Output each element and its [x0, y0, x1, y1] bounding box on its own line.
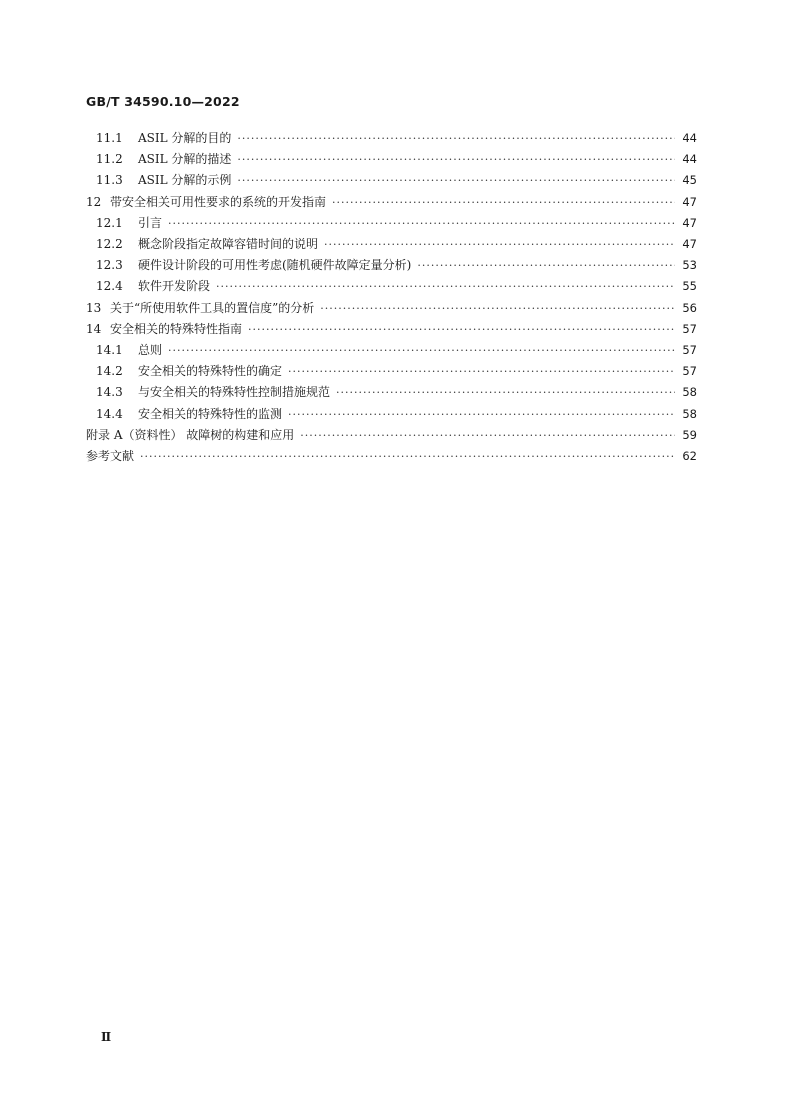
toc-entry-page: 62 [682, 449, 697, 463]
toc-entry[interactable] [96, 170, 697, 191]
toc-entry-page: 47 [682, 194, 697, 209]
toc-entry-number: 14.2 [96, 364, 123, 379]
toc-entry[interactable] [96, 255, 697, 276]
toc-entry-page: 58 [682, 406, 697, 421]
toc-leader-dots [237, 149, 675, 170]
toc-entry[interactable] [86, 425, 697, 446]
toc-entry-page: 57 [682, 343, 697, 357]
toc-entry[interactable] [96, 361, 697, 382]
toc-entry[interactable] [96, 234, 697, 255]
toc-entry-number: 12.3 [96, 258, 123, 273]
toc-entry[interactable] [96, 276, 697, 297]
toc-leader-dots [216, 276, 675, 297]
toc-entry-number: 12.2 [96, 237, 123, 251]
toc-entry-number: 14.4 [96, 406, 123, 421]
toc-entry-title: 总则 [138, 343, 163, 357]
toc-entry-title: ASIL 分解的示例 [138, 173, 232, 188]
toc-entry[interactable] [86, 192, 697, 213]
toc-leader-dots [320, 298, 675, 319]
toc-entry-page: 59 [682, 427, 697, 442]
toc-entry-page: 53 [682, 258, 697, 273]
toc-leader-dots [288, 404, 675, 425]
toc-entry[interactable] [96, 149, 697, 170]
toc-entry-title: 硬件设计阶段的可用性考虑(随机硬件故障定量分析) [138, 258, 412, 273]
toc-entry-page: 44 [682, 152, 697, 167]
toc-entry-page: 44 [682, 131, 697, 145]
toc-entry-title: 与安全相关的特殊特性控制措施规范 [138, 385, 331, 400]
toc-entry-number: 11.1 [96, 131, 123, 145]
toc-leader-dots [237, 170, 675, 191]
toc-entry-title: ASIL 分解的描述 [138, 152, 232, 167]
toc-entry-title: 软件开发阶段 [138, 279, 211, 294]
toc-entry-number: 12 [86, 194, 102, 209]
toc-entry-page: 47 [682, 237, 697, 251]
toc-leader-dots [168, 213, 675, 234]
toc-entry[interactable] [96, 340, 697, 361]
toc-entry-page: 55 [682, 279, 697, 294]
toc-leader-dots [324, 234, 675, 255]
toc-entry[interactable] [96, 128, 697, 149]
toc-entry-number: 14.3 [96, 385, 123, 400]
toc-leader-dots [237, 128, 675, 149]
toc-entry-title: 安全相关的特殊特性的监测 [138, 406, 283, 421]
toc-entry-title: 附录 A（资料性） 故障树的构建和应用 [86, 427, 295, 442]
toc-entry-title: 安全相关的特殊特性指南 [110, 321, 243, 336]
toc-entry-page: 56 [682, 300, 697, 315]
toc-leader-dots [140, 446, 675, 467]
toc-leader-dots [248, 319, 675, 340]
standard-code-header: GB/T 34590.10—2022 [86, 94, 240, 109]
toc-entry-title: 安全相关的特殊特性的确定 [138, 364, 283, 379]
toc-entry-title: 引言 [138, 215, 163, 230]
toc-entry-number: 12.1 [96, 215, 123, 230]
toc-entry-number: 12.4 [96, 279, 123, 294]
toc-entry-page: 57 [682, 321, 697, 336]
toc-entry[interactable] [86, 298, 697, 319]
toc-entry-title: 参考文献 [86, 449, 135, 463]
toc-leader-dots [332, 192, 675, 213]
toc-entry[interactable] [96, 404, 697, 425]
toc-entry[interactable] [96, 382, 697, 403]
toc-leader-dots [168, 340, 675, 361]
toc-entry-page: 45 [682, 173, 697, 188]
toc-entry[interactable] [86, 446, 697, 467]
toc-leader-dots [300, 425, 675, 446]
toc-entry[interactable] [96, 213, 697, 234]
toc-entry-page: 58 [682, 385, 697, 400]
toc-entry-number: 13 [86, 300, 102, 315]
toc-entry[interactable] [86, 319, 697, 340]
toc-entry-page: 47 [682, 215, 697, 230]
toc-entry-number: 11.2 [96, 152, 123, 167]
toc-entry-page: 57 [682, 364, 697, 379]
toc-entry-title: 带安全相关可用性要求的系统的开发指南 [110, 194, 327, 209]
toc-entry-number: 14.1 [96, 343, 123, 357]
toc-leader-dots [336, 382, 675, 403]
toc-leader-dots [417, 255, 675, 276]
toc-entry-title: ASIL 分解的目的 [138, 131, 232, 145]
toc-entry-title: 关于“所使用软件工具的置信度”的分析 [110, 300, 315, 315]
toc-leader-dots [288, 361, 675, 382]
toc-entry-number: 14 [86, 321, 102, 336]
page-number: Ⅱ [101, 1030, 112, 1044]
toc-entry-number: 11.3 [96, 173, 123, 188]
toc-entry-title: 概念阶段指定故障容错时间的说明 [138, 237, 319, 251]
